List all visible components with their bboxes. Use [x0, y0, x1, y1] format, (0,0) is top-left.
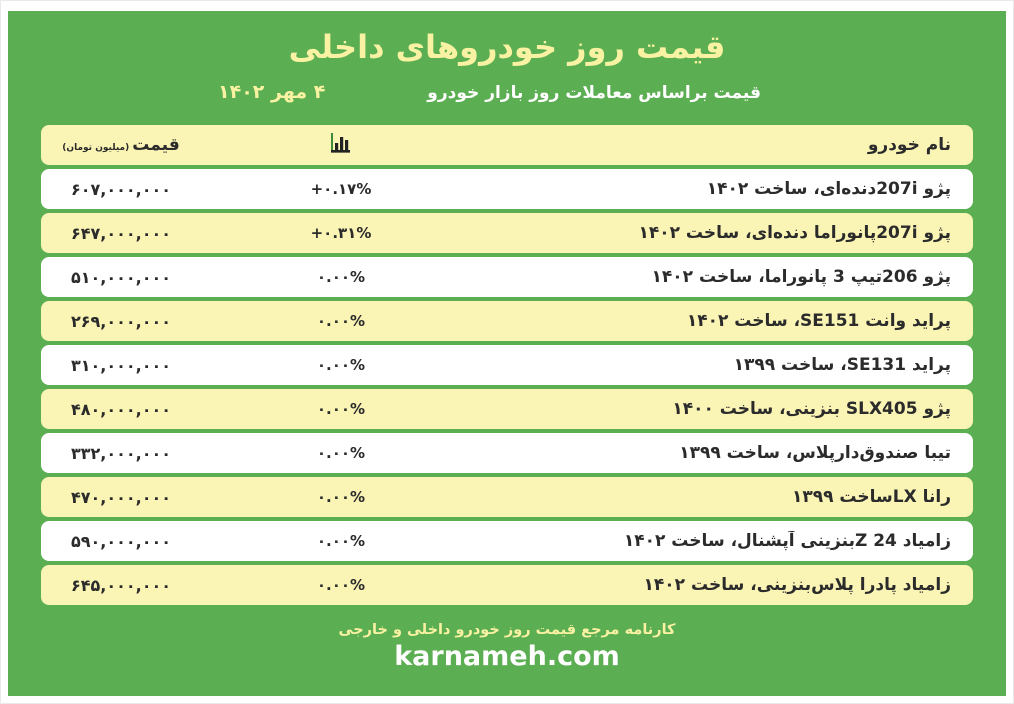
table-row: [41, 301, 973, 341]
footer-domain: karnameh.com: [394, 641, 620, 672]
header-price-cell: [41, 135, 201, 155]
car-name: پژو 207iدنده‌ای، ساخت ۱۴۰۲: [706, 179, 951, 199]
footer-tagline: کارنامه مرجع قیمت روز خودرو داخلی و خارجی: [338, 622, 676, 638]
car-name: زامیاد پادرا پلاس‌بنزینی، ساخت ۱۴۰۲: [643, 575, 951, 595]
price-change: ۰.۰۰%: [316, 400, 366, 418]
table-header-row: [41, 125, 973, 165]
table-row: [41, 345, 973, 385]
car-price: ۴۸۰,۰۰۰,۰۰۰: [70, 399, 172, 419]
car-price: ۲۶۹,۰۰۰,۰۰۰: [70, 311, 172, 331]
price-change: ۰.۰۰%: [316, 532, 366, 550]
car-price: ۳۳۲,۰۰۰,۰۰۰: [70, 443, 172, 463]
price-change: ۰.۰۰%: [316, 268, 366, 286]
car-price: ۶۰۷,۰۰۰,۰۰۰: [70, 179, 172, 199]
table-row: [41, 257, 973, 297]
car-price: ۴۷۰,۰۰۰,۰۰۰: [70, 487, 172, 507]
car-name: تیبا صندوق‌دارپلاس، ساخت ۱۳۹۹: [679, 443, 951, 463]
price-table: [41, 125, 973, 605]
price-change: ۰.۰۰%: [316, 444, 366, 462]
page-date: ۴ مهر ۱۴۰۲: [218, 81, 326, 103]
table-row: [41, 389, 973, 429]
price-change: ۰.۰۰%: [316, 356, 366, 374]
price-change: ۰.۰۰%: [316, 312, 366, 330]
header-change-cell: [201, 125, 481, 165]
price-change: ۰.۰۰%: [316, 576, 366, 594]
car-name: پژو 207iپانوراما دنده‌ای، ساخت ۱۴۰۲: [638, 223, 951, 243]
header-price-unit: (میلیون تومان): [62, 143, 130, 153]
page-title: قیمت روز خودروهای داخلی: [288, 28, 726, 66]
car-name: رانا LXساخت ۱۳۹۹: [791, 487, 951, 507]
price-change: +۰.۳۱%: [310, 224, 372, 242]
price-change: +۰.۱۷%: [310, 180, 372, 198]
subheader: [8, 81, 1006, 103]
car-name: پژو SLX405 بنزینی، ساخت ۱۴۰۰: [672, 399, 951, 419]
table-row: [41, 565, 973, 605]
table-row: [41, 521, 973, 561]
price-card: [8, 11, 1006, 696]
header-price-label: قیمت: [132, 135, 180, 155]
table-body: [41, 169, 973, 605]
bar-chart-icon: [329, 132, 353, 158]
car-price: ۳۱۰,۰۰۰,۰۰۰: [70, 355, 172, 375]
table-row: [41, 169, 973, 209]
page-subtitle: قیمت براساس معاملات روز بازار خودرو: [427, 83, 761, 103]
car-name: پراید SE131، ساخت ۱۳۹۹: [733, 355, 951, 375]
car-name: پژو 206تیپ 3 پانوراما، ساخت ۱۴۰۲: [651, 267, 951, 287]
car-price: ۶۴۷,۰۰۰,۰۰۰: [70, 223, 172, 243]
header-name-label: نام خودرو: [867, 135, 951, 155]
car-price: ۶۴۵,۰۰۰,۰۰۰: [70, 575, 172, 595]
table-row: [41, 477, 973, 517]
car-name: زامیاد 24 Zبنزینی آپشنال، ساخت ۱۴۰۲: [623, 531, 951, 551]
table-row: [41, 213, 973, 253]
price-change: ۰.۰۰%: [316, 488, 366, 506]
car-name: پراید وانت SE151، ساخت ۱۴۰۲: [686, 311, 951, 331]
car-price: ۵۹۰,۰۰۰,۰۰۰: [70, 531, 172, 551]
table-row: [41, 433, 973, 473]
footer: [8, 622, 1006, 672]
car-price: ۵۱۰,۰۰۰,۰۰۰: [70, 267, 172, 287]
